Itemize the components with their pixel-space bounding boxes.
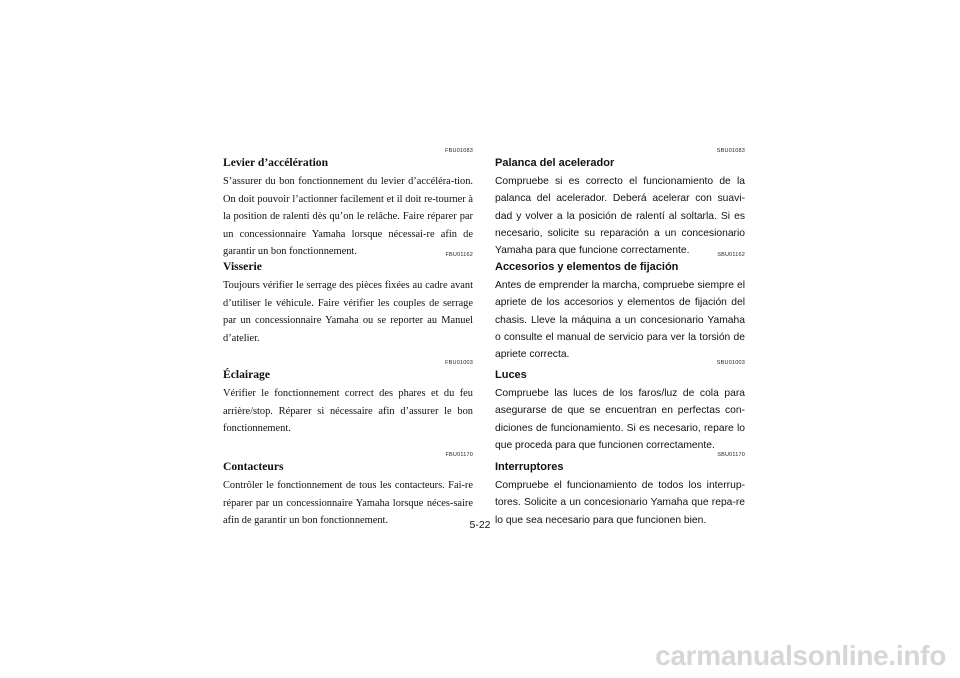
section-heading: Luces — [495, 369, 527, 381]
section-heading: Accesorios y elementos de fijación — [495, 261, 679, 273]
section-code: FBU01170 — [445, 452, 473, 458]
section-code: SBU01162 — [717, 252, 745, 258]
section-heading: Palanca del acelerador — [495, 157, 615, 169]
section-code: FBU01003 — [445, 360, 473, 366]
section-heading: Contacteurs — [223, 460, 284, 473]
section-code: SBU01003 — [716, 360, 745, 366]
section-body: Toujours vérifier le serrage des pièces fixées au cadre avant d’utiliser le véhicule. Faire vérifier les couples de serrage par un concessionnaire Yamaha ou se reporter au Manuel d’atelier. — [223, 280, 473, 344]
section-switches-es — [495, 452, 745, 529]
section-body: Antes de emprender la marcha, compruebe siempre el apriete de los accesorios y elementos de fijación del chasis. Lleve la máquina a un concesionario Yamaha o consulte el manual de servicio para ver la torsión de apriete correcta. — [495, 280, 745, 361]
section-heading: Visserie — [223, 260, 262, 273]
section-lights-fr — [223, 360, 473, 452]
section-body: Compruebe el funcionamiento de todos los interrup-tores. Solicite a un concesionario Yamaha que repa-re lo que sea necesario para que funcionen bien. — [495, 480, 745, 526]
section-code: FBU01083 — [445, 148, 473, 154]
section-body: Vérifier le fonctionnement correct des phares et du feu arrière/stop. Réparer si nécessaire afin d’assurer le bon fonctionnement. — [223, 388, 473, 434]
section-switches-fr — [223, 452, 473, 530]
section-body: Compruebe las luces de los faros/luz de cola para asegurarse de que se encuentran en perfectas con-diciones de funcionamiento. Si es necesario, repare lo que proceda para que funcionen correctamente. — [495, 388, 745, 451]
section-heading: Interruptores — [495, 461, 564, 473]
section-heading: Éclairage — [223, 368, 271, 381]
watermark: carmanualsonline.info — [655, 640, 946, 671]
section-body: S’assurer du bon fonctionnement du levier d’accéléra-tion. On doit pouvoir l’actionner facilement et il doit re-tourner à la position de ralenti dès qu’on le relâche. Faire réparer par un concessionnaire Yamaha lorsque nécessai-re afin de garantir un bon fonctionnement. — [223, 176, 473, 257]
section-heading: Levier d’accélération — [223, 156, 329, 169]
section-fasteners-es — [495, 252, 745, 360]
french-column — [223, 148, 473, 530]
section-body: Compruebe si es correcto el funcionamiento de la palanca del acelerador. Deberá acelerar con suavi-dad y volver a la posición de ralentí al soltarla. Si es necesario, solicite su reparación a un concesionario Yamaha para que funcione correctamente. — [495, 176, 745, 257]
page-number: 5-22 — [469, 519, 491, 531]
spanish-column — [495, 148, 745, 529]
section-code: FBU01162 — [445, 252, 473, 258]
section-code: SBU01170 — [717, 452, 745, 458]
section-lights-es — [495, 360, 745, 452]
section-body: Contrôler le fonctionnement de tous les contacteurs. Fai-re réparer par un concessionnaire Yamaha lorsque néces-saire afin de garantir un bon fonctionnement. — [223, 480, 473, 526]
section-fasteners-fr — [223, 252, 473, 360]
section-code: SBU01083 — [716, 148, 745, 154]
